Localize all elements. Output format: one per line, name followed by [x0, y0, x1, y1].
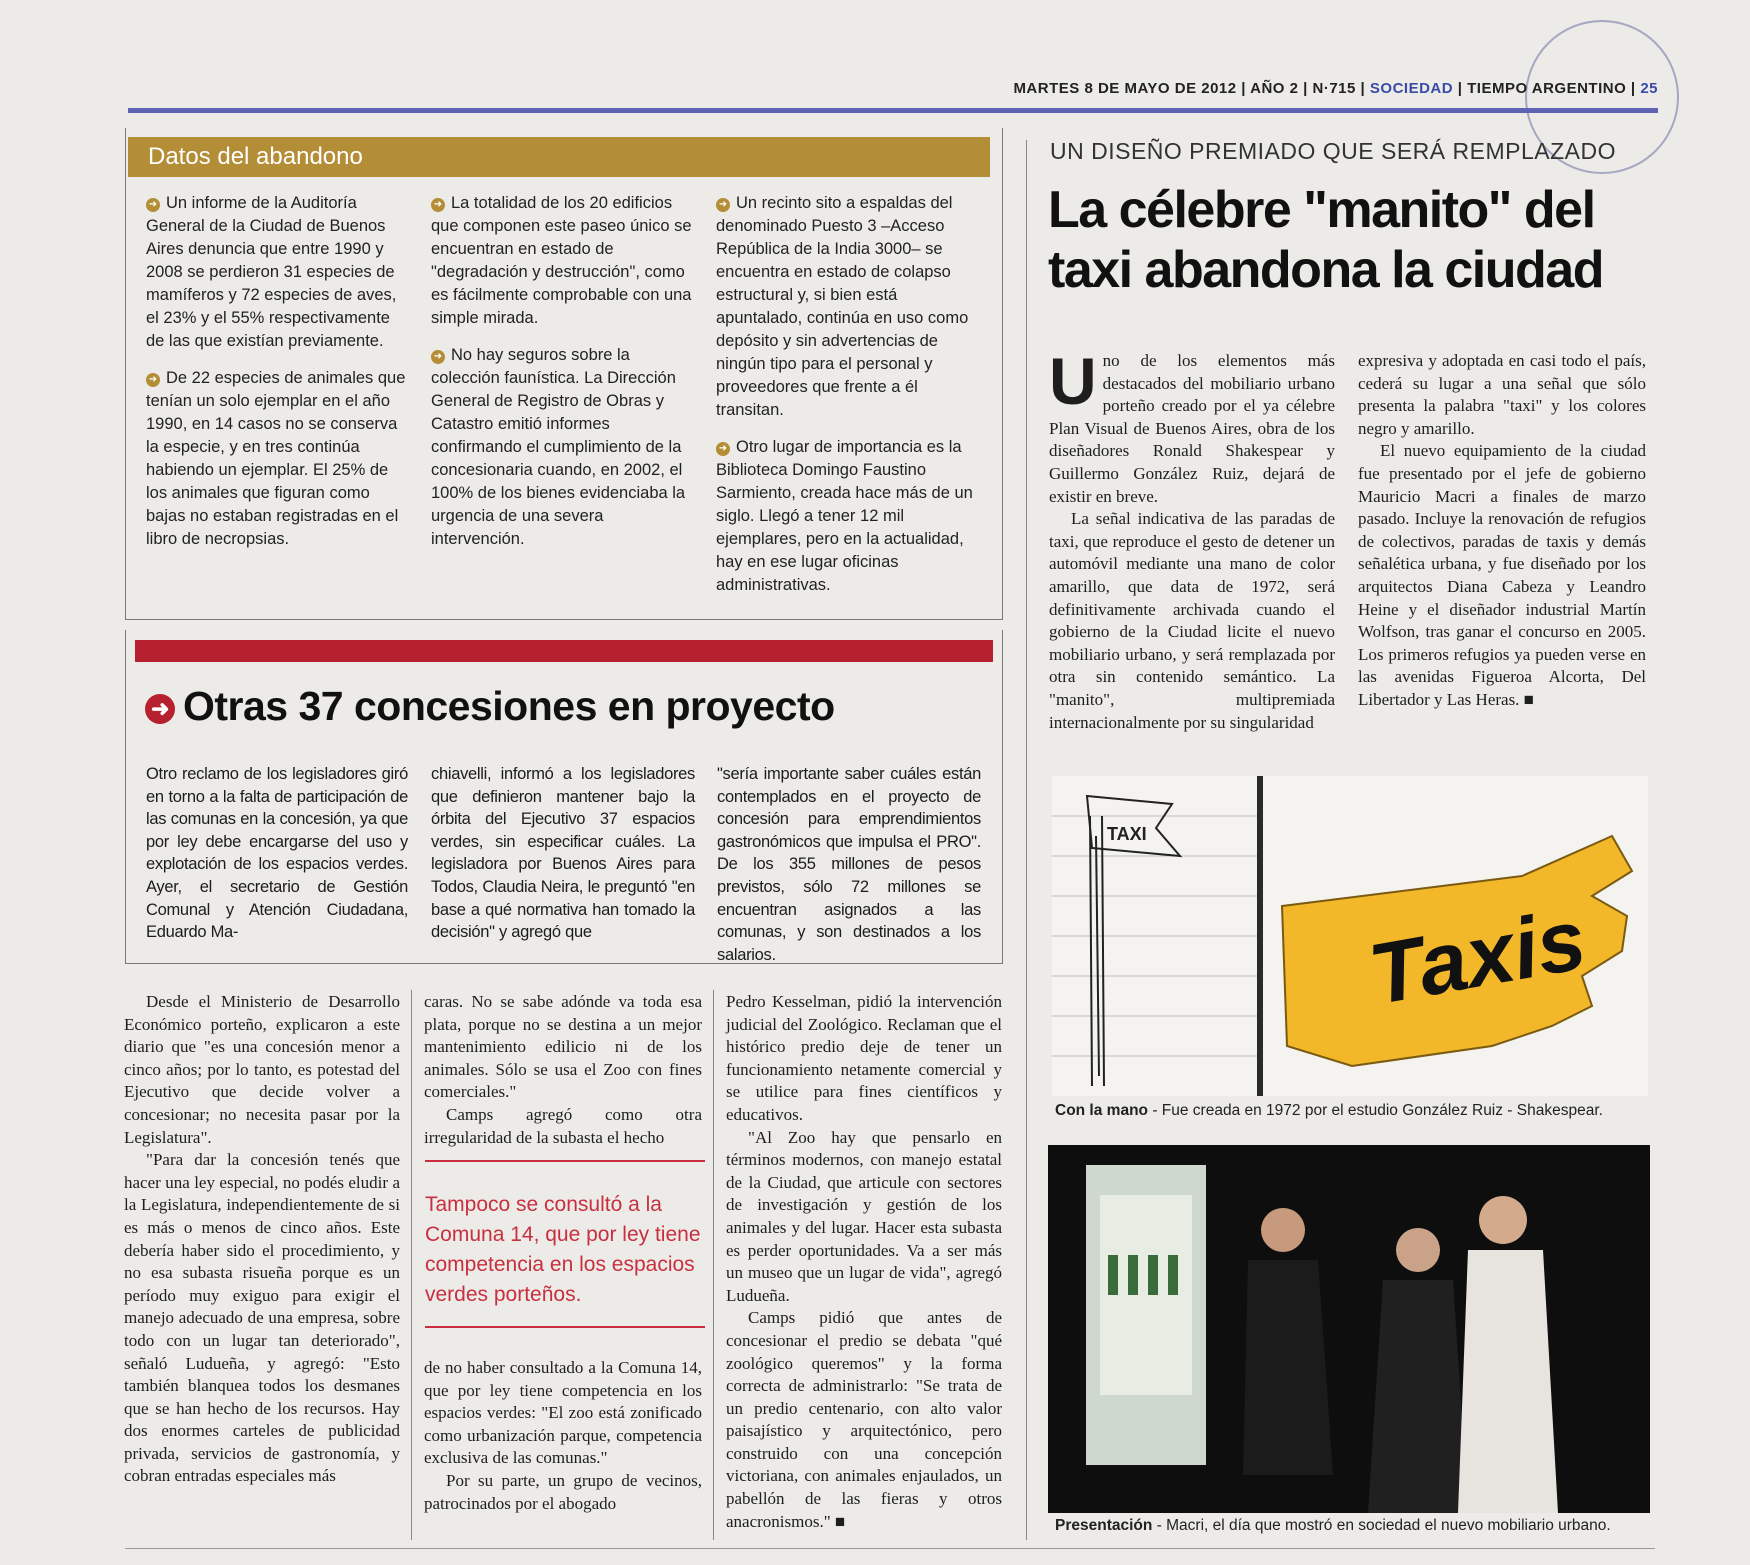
main-column-1 [124, 991, 400, 1488]
dateline: MARTES 8 DE MAYO DE 2012 | AÑO 2 | N·715 | SOCIEDAD | TIEMPO ARGENTINO | 25 [1013, 80, 1658, 97]
datos-column-1 [146, 192, 408, 551]
taxi-headline [1048, 180, 1603, 300]
main-paragraph: Por su parte, un grupo de vecinos, patrocinados por el abogado [424, 1470, 702, 1513]
arrow-bullet-icon: ➜ [146, 373, 160, 387]
taxi-sign-photo [1052, 776, 1648, 1096]
arrow-bullet-icon: ➜ [716, 198, 730, 212]
datos-item: Otro lugar de importancia es la Biblioteca Domingo Faustino Sarmiento, creada hace más de un siglo. Llegó a tener 12 mil ejemplares, pero en la actualidad, hay en ese lugar oficinas administrativas. [716, 438, 973, 594]
arrow-bullet-icon: ➜ [716, 442, 730, 456]
section-divider [1026, 140, 1027, 1540]
datos-item: La totalidad de los 20 edificios que componen este paseo único se encuentran en estado de "degradación y destrucción", como es fácilmente comprobable con una simple mirada. [431, 194, 692, 327]
pullquote-top-rule [425, 1160, 705, 1162]
main-paragraph: "Para dar la concesión tenés que hacer una ley especial, no podés eludir a la Legislatura, independientemente de si es más o menos de cinco años. Este debería haber sido el procedimiento, y no esa subasta risueña porque es un período muy exiguo para exigir el manejo adecuado de una empresa, sobre todo con un lugar tan deteriorado", señaló Ludueña, y agregó: "Esto también blanquea todos los desmanes que se han hecho de los recursos. Hay dos enormes carteles de publicidad privada, servicios de gastronomía, y cobran entradas especiales más [124, 1150, 400, 1486]
taxi-paragraph: no de los elementos más destacados del mobiliario urbano porteño creado por el ya célebre Plan Visual de Buenos Aires, obra de los diseñadores Ronald Shakespear y Guillermo González Ruiz, dejará de existir en breve. [1049, 351, 1335, 506]
taxi-column-1 [1049, 344, 1335, 734]
year-text: AÑO 2 [1250, 80, 1299, 97]
page-number: 25 [1640, 80, 1658, 97]
datos-title: Datos del abandono [148, 143, 363, 170]
main-paragraph: Camps agregó como otra irregularidad de la subasta el hecho [424, 1104, 702, 1147]
arrow-bullet-icon: ➜ [146, 198, 160, 212]
issue-text: N·715 [1312, 80, 1356, 97]
caption-text: - Fue creada en 1972 por el estudio González Ruiz - Shakespear. [1148, 1102, 1603, 1119]
otras-title [145, 683, 835, 730]
pullquote: Tampoco se consultó a la Comuna 14, que por ley tiene competencia en los espacios verdes porteños. [425, 1193, 701, 1306]
main-column-3 [726, 991, 1002, 1533]
taxi-paragraph: La señal indicativa de las paradas de taxi, que reproduce el gesto de detener un automóvil mediante una mano de color amarillo, que data de 1972, será definitivamente archivada cuando el gobierno de la Ciudad licite el nuevo mobiliario urbano, y será remplazada por otra sin contenido semántico. La "manito", multipremiada internacionalmente por su singularidad [1049, 509, 1335, 732]
caption-label: Presentación [1055, 1517, 1153, 1534]
datos-item: De 22 especies de animales que tenían un solo ejemplar en el año 1990, en 14 casos no se conserva la especie, y en tres continúa habiendo un ejemplar. El 25% de los animales que figuran como bajas no estaban registradas en el libro de necropsias. [146, 369, 406, 548]
taxi-column-2 [1358, 350, 1646, 712]
main-paragraph: "Al Zoo hay que pensarlo en términos modernos, con manejo estatal de la Ciudad, que articule con sectores de investigación y gestión de los animales y del lugar. Hacer esta subasta es perder oportunidades. Va a ser más un museo que un lugar de vida", agregó Ludueña. [726, 1127, 1002, 1305]
main-paragraph: Camps pidió que antes de concesionar el predio se debata "qué zoológico queremos" y la forma correcta de administrarlo: "Se trata de un predio centenario, con alto valor paisajístico y arquitectónico, pero construido con una concepción victoriana, con animales enjaulados, un pabellón de las fieras y otros anacronismos." ■ [726, 1308, 1002, 1531]
taxi-sign-illustration [1052, 776, 1648, 1096]
pullquote-bottom-rule [425, 1326, 705, 1328]
column-divider [713, 990, 714, 1540]
otras-column-3: "sería importante saber cuáles están contemplados en el proyecto de concesión para emprendimientos gastronómicos que impulsa el PRO". De los 355 millones de pesos previstos, sólo 72 millones se encuentran asignados a las comunas, y son destinados a los salarios. [717, 765, 981, 964]
otras-column-1: Otro reclamo de los legisladores giró en torno a la falta de participación de las comunas en la concesión, ya que por ley debe encargarse del uso y explotación de los espacios verdes. Ayer, el secretario de Gestión Comunal y Atención Ciudadana, Eduardo Ma- [146, 765, 408, 942]
datos-item: Un recinto sito a espaldas del denominado Puesto 3 –Acceso República de la India 3000– se encuentra en estado de colapso estructural y, si bien está apuntalado, continúa en uso como depósito y sin advertencias de ningún tipo para el personal y proveedores que frente a él transitan. [716, 194, 969, 419]
datos-item: Un informe de la Auditoría General de la Ciudad de Buenos Aires denuncia que entre 1990 y 2008 se perdieron 31 especies de mamíferos y 72 especies de aves, el 23% y el 55% respectivamente de las que existían previamente. [146, 194, 397, 350]
main-paragraph: caras. No se sabe adónde va toda esa plata, porque no se destina a un mejor mantenimiento edilicio ni de los animales. Sólo se usa el Zoo con fines comerciales." [424, 992, 702, 1102]
datos-column-3 [716, 192, 978, 597]
headline-line-1: La célebre "manito" del [1048, 181, 1595, 239]
presentation-illustration [1048, 1145, 1650, 1513]
main-paragraph: Pedro Kesselman, pidió la intervención judicial del Zoológico. Reclaman que el histórico predio deje de tener un funcionamiento netamente comercial y se utilice para fines científicos y educativos. [726, 992, 1002, 1124]
taxi-paragraph: expresiva y adoptada en casi todo el país, cederá su lugar a una señal que sólo presenta la palabra "taxi" y los colores negro y amarillo. [1358, 351, 1646, 438]
bottom-rule [125, 1548, 1655, 1549]
datos-column-2 [431, 192, 693, 551]
headline-line-2: taxi abandona la ciudad [1048, 241, 1603, 299]
main-column-2-bottom [424, 1357, 702, 1515]
main-column-2-top [424, 991, 702, 1149]
taxi-paragraph: El nuevo equipamiento de la ciudad fue presentado por el jefe de gobierno Mauricio Macri a finales de marzo pasado. Incluye la renovación de refugios de colectivos, paradas de taxis y demás señalética urbana, y fue diseñado por los arquitectos Diana Cabeza y Leandro Heine y el diseñador industrial Martín Wolfson, tras ganar el concurso en 2005. Los primeros refugios ya pueden verse en las avenidas Figueroa Alcorta, Del Libertador y Las Heras. ■ [1358, 441, 1646, 709]
caption-label: Con la mano [1055, 1102, 1149, 1119]
datos-item: No hay seguros sobre la colección faunística. La Dirección General de Registro de Obras y Catastro emitió informes confirmando el cumplimiento de la concesionaria cuando, en 2002, el 100% de los bienes evidenciaba la urgencia de una severa intervención. [431, 346, 686, 548]
otras-title-text: Otras 37 concesiones en proyecto [183, 683, 835, 729]
main-paragraph: Desde el Ministerio de Desarrollo Económico porteño, explicaron a este diario que "es una concesión menor a cinco años; por lo tanto, es potestad del Ejecutivo que decide volver a concesionar; no necesita pasar por la Legislatura". [124, 992, 400, 1147]
flag-sketch-text: TAXI [1107, 824, 1147, 844]
caption-2 [1055, 1517, 1655, 1535]
arrow-circle-icon: ➜ [145, 694, 175, 724]
paper-name: TIEMPO ARGENTINO [1467, 80, 1627, 97]
drop-cap: U [1049, 344, 1097, 418]
section-label: SOCIEDAD [1369, 80, 1454, 97]
date-text: MARTES 8 DE MAYO DE 2012 [1013, 80, 1237, 97]
arrow-bullet-icon: ➜ [431, 198, 445, 212]
presentation-photo [1048, 1145, 1650, 1513]
column-divider [411, 990, 412, 1540]
header-rule [128, 108, 1658, 113]
caption-1 [1055, 1102, 1655, 1120]
taxi-kicker: UN DISEÑO PREMIADO QUE SERÁ REMPLAZADO [1050, 138, 1616, 164]
otras-column-2: chiavelli, informó a los legisladores que definieron mantener bajo la órbita del Ejecutivo 37 espacios verdes, sin especificar cuáles. La legisladora por Buenos Aires para Todos, Claudia Neira, le preguntó "en base a qué normativa han tomado la decisión" y agregó que [431, 765, 695, 942]
caption-text: - Macri, el día que mostró en sociedad el nuevo mobiliario urbano. [1152, 1517, 1611, 1534]
main-paragraph: de no haber consultado a la Comuna 14, que por ley tiene competencia en los espacios verdes: "El zoo está zonificado como urbanización parque, competencia exclusiva de las comunas." [424, 1358, 702, 1468]
taxis-sign-text: Taxis [1362, 891, 1593, 1024]
arrow-bullet-icon: ➜ [431, 350, 445, 364]
